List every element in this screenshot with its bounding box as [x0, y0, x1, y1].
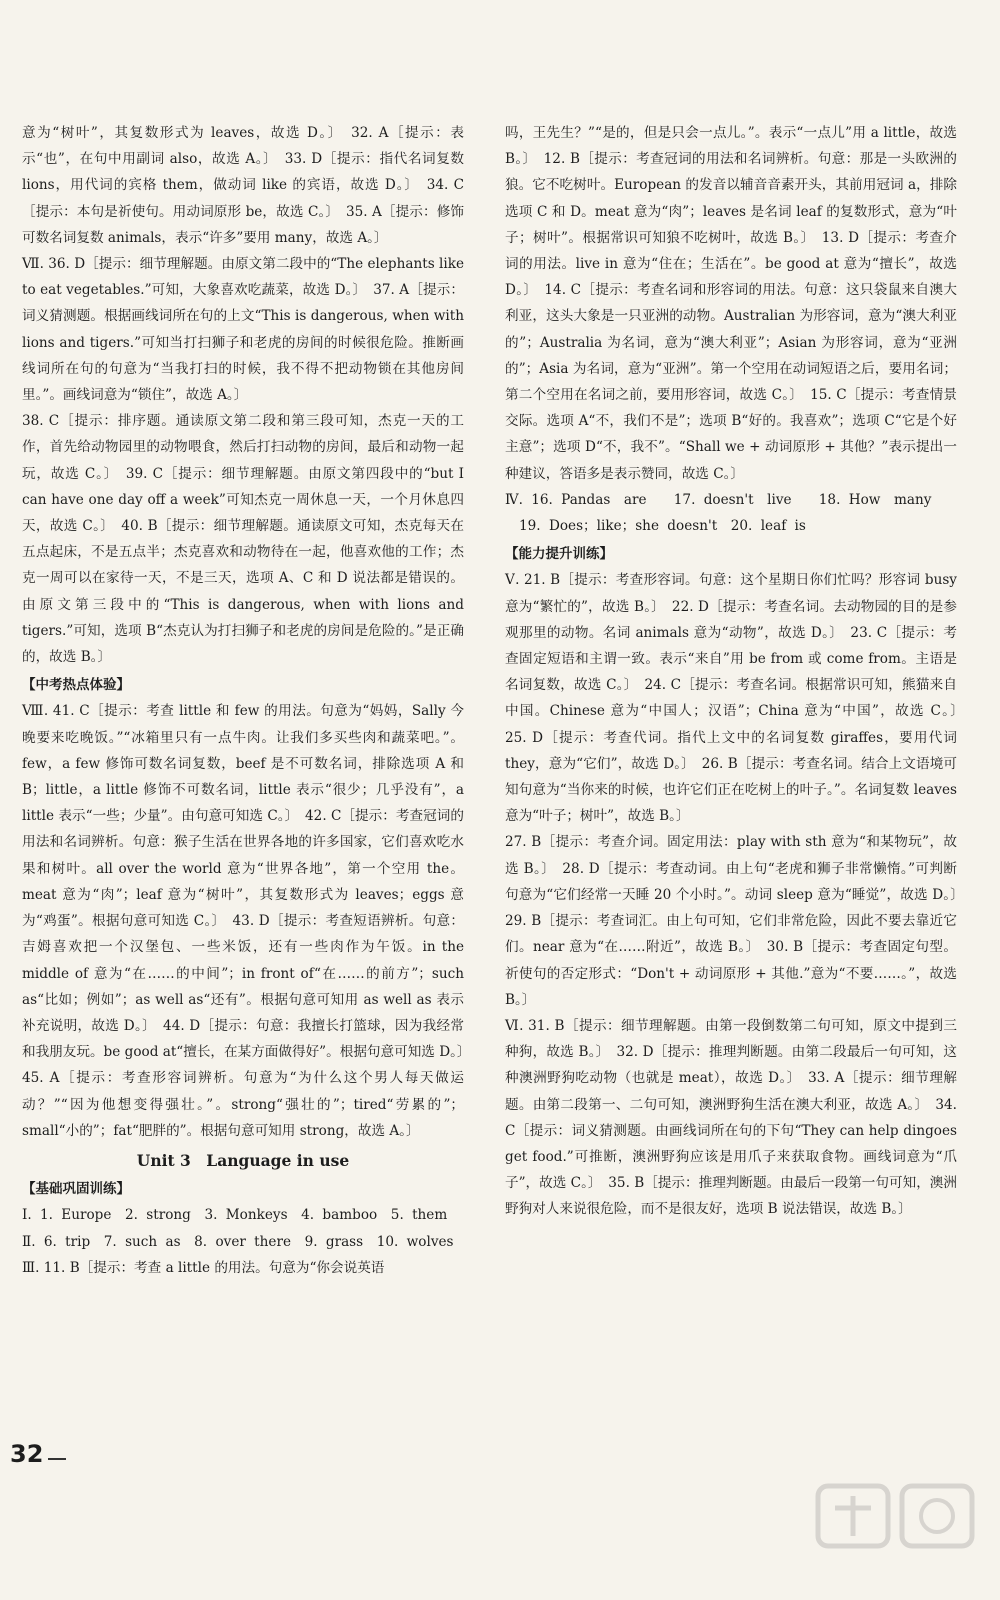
answer-paragraph: Ⅲ. 11. B［提示：考查 a little 的用法。句意为“你会说英语 — [22, 1259, 385, 1276]
answer-paragraph: 27. B［提示：考查介词。固定用法：play with sth 意为“和某物玩”，故选 B。〕 28. D［提示：考查动词。由上句“老虎和狮子非常懒惰。”可判断句意为“它们经常一天睡 20 个小时。”。动词 sleep 意为“睡觉”，故选 D。〕 29. B［提示：考查词汇。由上句可知，它们非常危险，因此不要去靠近它们。near 意为“在……附近”，故选 B。〕 30. B［提示：考查固定句型。祈使句的否定形式：“Don't + 动词原形 + 其他.”意为“不要……。”，故选 B。〕 — [505, 834, 971, 1008]
fill-in-answers: 19. Does；like；she doesn't 20. leaf is — [519, 518, 806, 535]
section-header: 【能力提升训练】 — [505, 546, 613, 563]
section-header: 【中考热点体验】 — [22, 677, 130, 694]
right-column — [505, 120, 971, 1223]
answer-paragraph: 45. A［提示：考查形容词辨析。句意为“为什么这个男人每天做运动？”“因为他想变得强壮。”。strong“强壮的”；tired“劳累的”；small“小的”；fat“肥胖的”。根据句意可知用 strong，故选 A。〕 — [22, 1070, 464, 1139]
answer-paragraph: Ⅷ. 41. C［提示：考查 little 和 few 的用法。句意为“妈妈，Sally 今晚要来吃晚饭。”“冰箱里只有一点牛肉。让我们多买些肉和蔬菜吧。”。few，a few 修饰可数名词复数，beef 是不可数名词，排除选项 A 和 B；little，a little 修饰不可数名词，little 表示“很少；几乎没有”，a little 表示“一些；少量”。由句意可知选 C。〕 42. C［提示：考查冠词的用法和名词辨析。句意：猴子生活在世界各地的许多国家，它们喜欢吃水果和树叶。all over the world 意为“世界各地”，第一个空用 the。meat 意为“肉”；leaf 意为“树叶”，其复数形式为 leaves；eggs 意为“鸡蛋”。根据句意可知选 C。〕 43. D［提示：考查短语辨析。句意：吉姆喜欢把一个汉堡包、一些米饭，还有一些肉作为午饭。in the middle of 意为“在……的中间”；in front of“在……的前方”；such as“比如；例如”；as well as“还有”。根据句意可知用 as well as 表示补充说明，故选 D。〕 44. D［提示：句意：我擅长打篮球，因为我经常和我朋友玩。be good at“擅长，在某方面做得好”。根据句意可知选 D。〕 — [22, 703, 471, 1061]
answer-paragraph: Ⅶ. 36. D［提示：细节理解题。由原文第二段中的“The elephants like to eat vegetables.”可知，大象喜欢吃蔬菜，故选 D。〕 37. A［提示：词义猜测题。根据画线词所在句的上文“This is dangerous, when with lions and tigers.”可知当打扫狮子和老虎的房间的时候很危险。推断画线词所在句的句意为“当我打扫的时候，我不得不把动物锁在其他房间里。”。画线词意为“锁住”，故选 A。〕 — [22, 256, 464, 404]
unit-title: Unit 3 Language in use — [136, 1150, 350, 1170]
fill-in-answers: Ⅰ. 1. Europe 2. strong 3. Monkeys 4. bamboo 5. them — [22, 1207, 448, 1224]
answer-paragraph: Ⅵ. 31. B［提示：细节理解题。由第一段倒数第二句可知，原文中提到三种狗，故选 B。〕 32. D［提示：推理判断题。由第二段最后一句可知，这种澳洲野狗吃动物（也就是 meat），故选 D。〕 33. A［提示：细节理解题。由第二段第一、二句可知，澳洲野狗生活在澳大利亚，故选 A。〕 34. C［提示：词义猜测题。由画线词所在句的下句“They can help dingoes get food.”可推断，澳洲野狗应该是用爪子来获取食物。画线词意为“爪子”，故选 C。〕 35. B［提示：推理判断题。由最后一段第一句可知，澳洲野狗对人来说很危险，而不是很友好，选项 B 说法错误，故选 B。〕 — [505, 1017, 957, 1218]
answer-paragraph: 意为“树叶”，其复数形式为 leaves，故选 D。〕 32. A［提示：表示“也”，在句中用副词 also，故选 A。〕 33. D［提示：指代名词复数 lions，用代词的宾格 them，做动词 like 的宾语，故选 D。〕 34. C［提示：本句是祈使句。用动词原形 be，故选 C。〕 35. A［提示：修饰可数名词复数 animals，表示“许多”要用 many，故选 A。〕 — [22, 125, 464, 246]
left-column — [22, 120, 471, 1281]
answer-paragraph: Ⅴ. 21. B［提示：考查形容词。句意：这个星期日你们忙吗？形容词 busy 意为“繁忙的”，故选 B。〕 22. D［提示：考查名词。去动物园的目的是参观那里的动物。名词 animals 意为“动物”，故选 D。〕 23. C［提示：考查固定短语和主谓一致。表示“来自”用 be from 或 come from。主语是名词复数，故选 C。〕 24. C［提示：考查名词。根据常识可知，熊猫来自中国。Chinese 意为“中国人；汉语”；China 意为“中国”，故选 C。〕 25. D［提示：考查代词。指代上文中的名词复数 giraffes，要用代词 they，意为“它们”，故选 D。〕 26. B［提示：考查名词。结合上文语境可知句意为“当你来的时候，也许它们正在吃树上的叶子。”。名词复数 leaves 意为“叶子；树叶”，故选 B。〕 — [505, 572, 971, 825]
answer-paragraph: 38. C［提示：排序题。通读原文第二段和第三段可知，杰克一天的工作，首先给动物园里的动物喂食，然后打扫动物的房间，最后和动物一起玩，故选 C。〕 39. C［提示：细节理解题。由原文第四段中的“but I can have one day off a week”可知杰克一周休息一天，一个月休息四天，故选 C。〕 40. B［提示：细节理解题。通读原文可知，杰克每天在五点起床，不是五点半；杰克喜欢和动物待在一起，他喜欢他的工作；杰克一周可以在家待一天，不是三天，选项 A、C 和 D 说法都是错误的。由原文第三段中的“This is dangerous, when with lions and tigers.”可知，选项 B“杰克认为打扫狮子和老虎的房间是危险的。”是正确的，故选 B。〕 — [22, 413, 464, 666]
page-number-rule — [48, 1458, 66, 1460]
watermark-logo-icon — [810, 1478, 980, 1593]
fill-in-answers: Ⅳ. 16. Pandas are 17. doesn't live 18. How many — [505, 491, 932, 508]
section-header: 【基础巩固训练】 — [22, 1181, 130, 1198]
page-number: 32 — [10, 1440, 44, 1468]
answer-paragraph: 吗，王先生？”“是的，但是只会一点儿。”。表示“一点儿”用 a little，故选 B。〕 12. B［提示：考查冠词的用法和名词辨析。句意：那是一头欧洲的狼。它不吃树叶。European 的发音以辅音音素开头，其前用冠词 a，排除选项 C 和 D。meat 意为“肉”；leaves 是名词 leaf 的复数形式，意为“叶子；树叶”。根据常识可知狼不吃树叶，故选 B。〕 13. D［提示：考查介词的用法。live in 意为“住在；生活在”。be good at 意为“擅长”，故选 D。〕 14. C［提示：考查名词和形容词的用法。句意：这只袋鼠来自澳大利亚，这头大象是一只亚洲的动物。Australian 为形容词，意为“澳大利亚的”；Australia 为名词，意为“澳大利亚”；Asian 为形容词，意为“亚洲的”；Asia 为名词，意为“亚洲”。第一个空用在动词短语之后，要用名词；第二个空用在名词之前，要用形容词，故选 C。〕 15. C［提示：考查情景交际。选项 A“不，我们不是”；选项 B“好的。我喜欢”；选项 C“它是个好主意”；选项 D“不，我不”。“Shall we + 动词原形 + 其他？”表示提出一种建议，答语多是表示赞同，故选 C。〕 — [505, 125, 957, 482]
fill-in-answers: Ⅱ. 6. trip 7. such as 8. over there 9. grass 10. wolves — [22, 1233, 454, 1250]
